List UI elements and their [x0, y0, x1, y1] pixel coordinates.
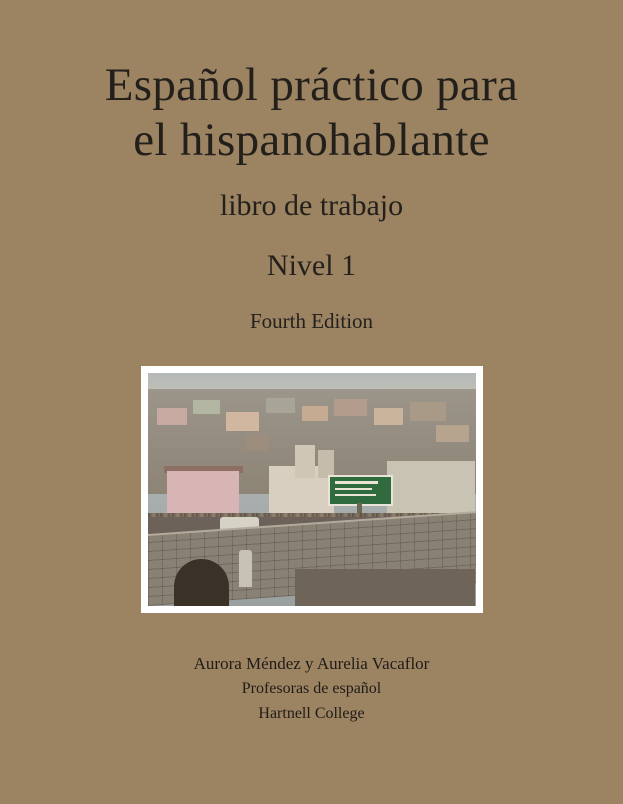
photo-house	[266, 398, 296, 414]
cover-subtitle: libro de trabajo	[219, 188, 404, 222]
cover-edition: Fourth Edition	[249, 308, 374, 333]
photo-house	[157, 408, 187, 425]
photo-house	[226, 412, 259, 431]
photo-house	[410, 402, 446, 421]
author-institution: Hartnell College	[258, 705, 365, 723]
photo-house	[246, 435, 269, 450]
cover-title-line-1: Español práctico para	[104, 59, 519, 111]
author-role: Profesoras de español	[241, 680, 382, 698]
cover-title-line-2: el hispanohablante	[133, 114, 490, 167]
green-street-sign	[328, 475, 394, 505]
photo-pedestrian	[239, 550, 252, 587]
author-block	[194, 651, 430, 727]
photo-house	[436, 425, 469, 442]
street-scene-photo	[148, 373, 476, 606]
photo-foreground-road	[295, 569, 475, 606]
cover-photo-frame	[141, 366, 483, 613]
cover-level: Nivel 1	[266, 248, 357, 282]
author-names: Aurora Méndez y Aurelia Vacaflor	[193, 653, 430, 673]
photo-tunnel-arch	[174, 559, 230, 606]
title-block	[0, 58, 623, 334]
sign-line	[335, 488, 372, 490]
photo-house	[334, 399, 367, 417]
photo-house	[193, 400, 219, 415]
photo-church-tower	[295, 445, 315, 478]
photo-church-tower	[318, 450, 334, 478]
sign-line	[335, 481, 378, 483]
photo-house	[302, 406, 328, 421]
sign-line	[335, 494, 376, 496]
photo-house	[374, 408, 404, 425]
